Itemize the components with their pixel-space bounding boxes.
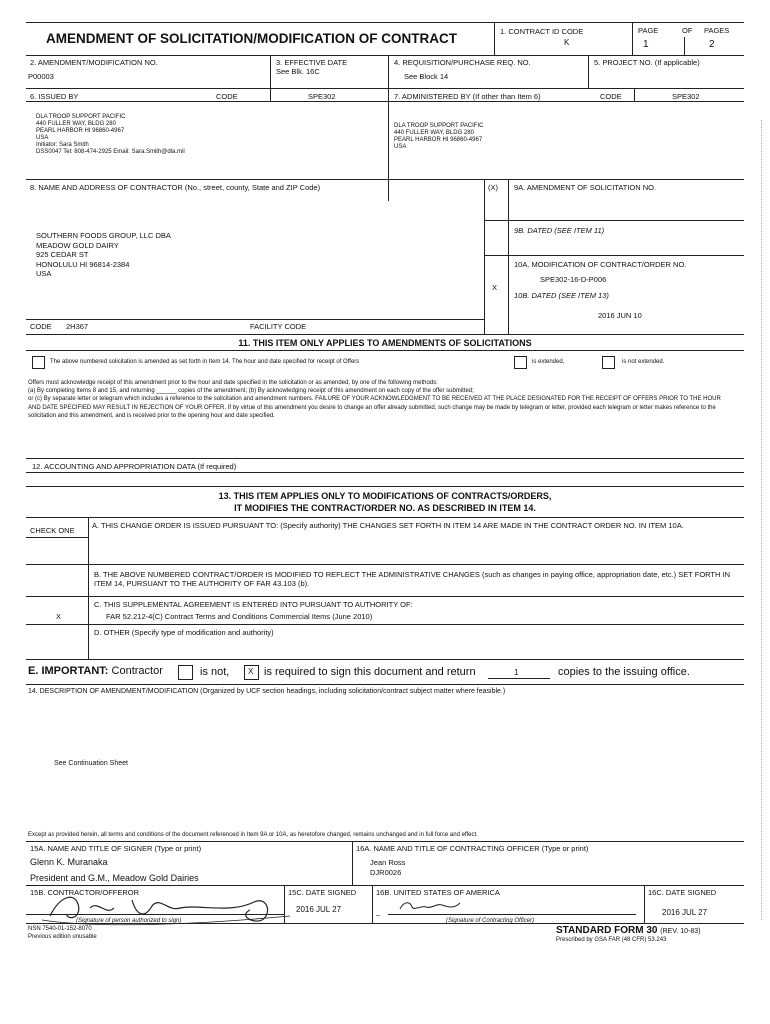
signer-title: President and G.M., Meadow Gold Dairies: [30, 873, 199, 883]
date-signed-15c-value: 2016 JUL 27: [296, 905, 342, 914]
extended-label: is extended,: [532, 359, 565, 365]
contractor-offeror-label: 15B. CONTRACTOR/OFFEROR: [30, 888, 140, 897]
item-10-x-mark: X: [492, 283, 498, 292]
not-extended-label: is not extended.: [622, 359, 665, 365]
admin-code-label: CODE: [600, 92, 622, 101]
item-10a-label: 10A. MODIFICATION OF CONTRACT/ORDER NO.: [514, 260, 687, 269]
x-column-label: (X): [488, 183, 498, 192]
item-10b-label: 10B. DATED (SEE ITEM 13): [514, 291, 609, 300]
officer-code: DJR0026: [370, 868, 402, 877]
extended-checkbox[interactable]: [514, 356, 527, 369]
section-14-body: See Continuation Sheet: [54, 760, 128, 767]
date-signed-16c-value: 2016 JUL 27: [662, 908, 708, 917]
contract-id-label: 1. CONTRACT ID CODE: [500, 27, 584, 36]
is-required-x-mark: X: [248, 667, 254, 676]
contractor-signature-caption: (Signature of person authorized to sign): [76, 918, 182, 924]
section-13c-authority: FAR 52.212-4(C) Contract Terms and Conditions Commercial Items (June 2010): [106, 612, 373, 621]
amendment-no-label: 2. AMENDMENT/MODIFICATION NO.: [30, 58, 158, 67]
signer-name: Glenn K. Muranaka: [30, 857, 108, 867]
contractor-address: SOUTHERN FOODS GROUP, LLC DBA MEADOW GOLD DAIRY 925 CEDAR ST HONOLULU HI 96814-2384 USA: [36, 231, 171, 278]
officer-signature-caption: (Signature of Contracting Officer): [446, 918, 535, 924]
page-value: 1: [643, 39, 649, 50]
item-9a-label: 9A. AMENDMENT OF SOLICITATION NO.: [514, 183, 657, 192]
item-10a-value: SPE302-16-D-P006: [540, 275, 607, 284]
important-label: E. IMPORTANT:: [28, 665, 109, 677]
officer-signature: [396, 897, 476, 915]
copies-text: copies to the issuing office.: [558, 666, 690, 678]
date-signed-15c-label: 15C. DATE SIGNED: [288, 888, 357, 897]
officer-name: Jean Ross: [370, 858, 406, 867]
not-extended-checkbox[interactable]: [602, 356, 615, 369]
section-13a-text: A. THIS CHANGE ORDER IS ISSUED PURSUANT TO: (Specify authority) THE CHANGES SET FORTH IN ITEM 14 ARE MADE IN THE CONTRACT ORDER NO. IN ITEM 10A.: [92, 521, 684, 530]
contractor-code-label: CODE: [30, 322, 52, 331]
contract-id-value: K: [564, 38, 570, 47]
is-required-checkbox[interactable]: [244, 665, 259, 680]
is-not-label: is not,: [200, 666, 230, 678]
section-11-title: 11. THIS ITEM ONLY APPLIES TO AMENDMENTS OF SOLICITATIONS: [238, 338, 532, 348]
of-label: OF: [682, 26, 693, 35]
signer-label: 15A. NAME AND TITLE OF SIGNER (Type or print): [30, 844, 202, 853]
section-13b-text: B. THE ABOVE NUMBERED CONTRACT/ORDER IS MODIFIED TO REFLECT THE ADMINISTRATIVE CHANGES (such as changes in paying office, appropriation date, etc.) SET FORTH IN ITEM 14, PURSUANT TO THE AUTHORITY OF FAR 43.103 (b).: [94, 570, 731, 588]
contractor-code-value: 2H367: [66, 322, 89, 331]
section-13d-text: D. OTHER (Specify type of modification and authority): [94, 628, 274, 637]
section-11-line1: The above numbered solicitation is amended as set forth in Item 14. The hour and date specified for receipt of Offers: [50, 359, 360, 365]
issued-by-address: DLA TROOP SUPPORT PACIFIC 440 FULLER WAY, BLDG 280 PEARL HARBOR HI 96860-4967 USA Initiator: Sara Smith DSS0047 Tel: 808-474-2925 Email: Sara.Smith@dla.mil: [36, 114, 185, 155]
project-no-label: 5. PROJECT NO. (If applicable): [594, 58, 700, 67]
effective-date-label: 3. EFFECTIVE DATE: [276, 58, 348, 67]
issued-code-value: SPE302: [308, 92, 336, 101]
is-not-checkbox[interactable]: [178, 665, 193, 680]
issued-by-label: 6. ISSUED BY: [30, 92, 79, 101]
sf-rev: (REV. 10-83): [660, 928, 701, 935]
page-label: PAGE: [638, 26, 659, 35]
officer-sig-dash: –: [376, 910, 381, 919]
requisition-label: 4. REQUISITION/PURCHASE REQ. NO.: [394, 58, 531, 67]
effective-date-value: See Blk. 16C: [276, 67, 320, 76]
administered-by-label: 7. ADMINISTERED BY (If other than Item 6): [394, 92, 541, 101]
requisition-value: See Block 14: [404, 72, 449, 81]
item-9b-label: 9B. DATED (SEE ITEM 11): [514, 226, 605, 235]
previous-edition: Previous edition unusable: [28, 934, 97, 940]
sf30-form: [26, 22, 744, 972]
section-13c-text: C. THIS SUPPLEMENTAL AGREEMENT IS ENTERED INTO PURSUANT TO AUTHORITY OF:: [94, 600, 413, 609]
check-one-label: CHECK ONE: [30, 526, 75, 535]
contractor-label: 8. NAME AND ADDRESS OF CONTRACTOR (No., street, county, State and ZIP Code): [30, 183, 321, 192]
section-11-instructions: Offers must acknowledge receipt of this amendment prior to the hour and date specified in the solicitation or as amended, by one of the following methods: (a) By completing Items 8 and 15, and returning ______ copies of the amendment; (b) By acknowledging receipt of this amendment on each copy of the offer submitted; or (c) By separate letter or telegram which includes a reference to the solicitation and amendment numbers. FAILURE OF YOUR ACKNOWLEDGMENT TO BE RECEIVED AT THE PLACE DESIGNATED FOR THE RECEIPT OF OFFERS PRIOR TO THE HOUR AND DATE SPECIFIED MAY RESULT IN REJECTION OF YOUR OFFER. If by virtue of this amendment you desire to change an offer already submitted, such change may be made by telegram or letter, provided each telegram or letter makes reference to the solicitation and this amendment, and is received prior to the opening hour and date specified.: [28, 380, 721, 419]
solicitation-amended-checkbox[interactable]: [32, 356, 45, 369]
form-title: AMENDMENT OF SOLICITATION/MODIFICATION OF CONTRACT: [46, 31, 457, 46]
amendment-no-value: P00003: [28, 72, 54, 81]
nsn-number: NSN 7540-01-152-8070: [28, 926, 92, 932]
standard-form-title: [556, 925, 700, 936]
sf-title: STANDARD FORM 30: [556, 925, 658, 936]
section-14-label: 14. DESCRIPTION OF AMENDMENT/MODIFICATION (Organized by UCF section headings, including solicitation/contract subject matter where feasible.): [28, 688, 506, 695]
section-13-title-2: IT MODIFIES THE CONTRACT/ORDER NO. AS DESCRIBED IN ITEM 14.: [234, 503, 536, 513]
date-signed-16c-label: 16C. DATE SIGNED: [648, 888, 717, 897]
admin-code-value: SPE302: [672, 92, 700, 101]
important-contractor: Contractor: [111, 665, 163, 677]
administered-by-address: DLA TROOP SUPPORT PACIFIC 440 FULLER WAY, BLDG 280 PEARL HARBOR HI 96860-4967 USA: [394, 123, 484, 150]
issued-code-label: CODE: [216, 92, 238, 101]
pages-value: 2: [709, 39, 715, 50]
facility-code-label: FACILITY CODE: [250, 322, 307, 331]
section-13-title-1: 13. THIS ITEM APPLIES ONLY TO MODIFICATIONS OF CONTRACTS/ORDERS,: [218, 491, 552, 501]
page-edge-marks: [761, 120, 768, 920]
officer-label: 16A. NAME AND TITLE OF CONTRACTING OFFICER (Type or print): [356, 844, 589, 853]
pages-label: PAGES: [704, 26, 730, 35]
copies-value: 1: [514, 668, 519, 677]
item-10b-value: 2016 JUN 10: [598, 311, 642, 320]
united-states-label: 16B. UNITED STATES OF AMERICA: [376, 888, 500, 897]
is-required-text: is required to sign this document and return: [264, 666, 476, 678]
prescribed-by: Prescribed by GSA FAR (48 CFR) 53.243: [556, 937, 667, 943]
section-13c-x-mark: X: [56, 612, 62, 621]
accounting-data-label: 12. ACCOUNTING AND APPROPRIATION DATA (If required): [32, 462, 237, 471]
important-line: [28, 665, 163, 677]
except-clause: Except as provided herein, all terms and conditions of the document referenced in Item 9A or 10A, as heretofore changed, remains unchanged and in full force and effect.: [28, 832, 478, 838]
